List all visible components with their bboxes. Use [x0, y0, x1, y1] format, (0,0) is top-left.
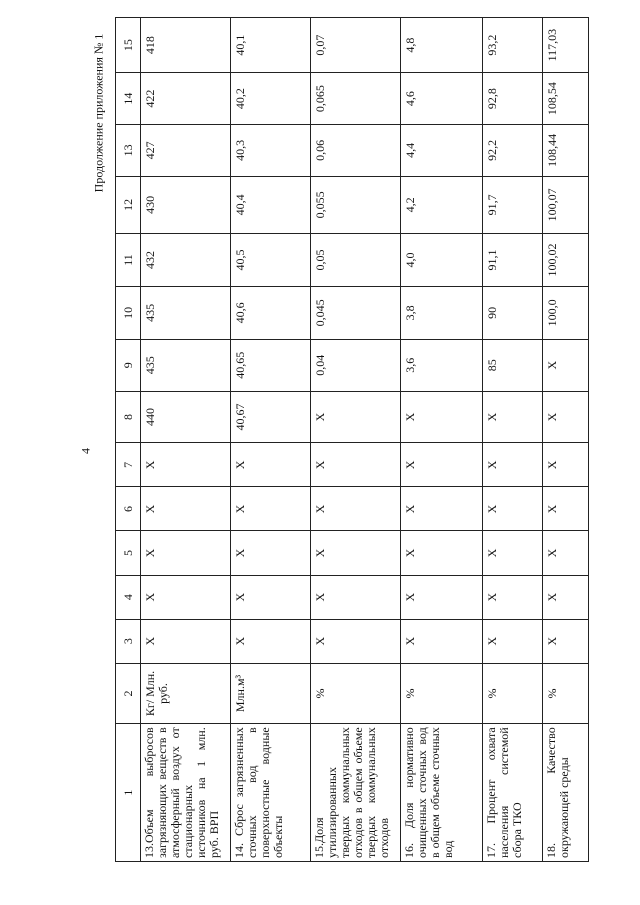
column-header: 4	[116, 575, 141, 619]
value-cell: X	[231, 487, 311, 531]
value-cell: 100,0	[543, 286, 589, 339]
value-cell: 4,4	[401, 125, 483, 177]
value-cell: 0,065	[311, 73, 401, 125]
column-header: 12	[116, 176, 141, 233]
value-cell: 418	[141, 18, 231, 73]
value-cell: 40,67	[231, 391, 311, 443]
continuation-title: Продолжение приложения № 1	[91, 33, 106, 193]
value-cell: 422	[141, 73, 231, 125]
indicator-cell: 15.Доля утилизированных твердых коммунальных отходов в общем объеме твердых коммунальных отходов	[311, 724, 401, 862]
value-cell: X	[543, 575, 589, 619]
column-header: 6	[116, 487, 141, 531]
header-row	[116, 18, 141, 862]
value-cell: 4,2	[401, 176, 483, 233]
column-header: 13	[116, 125, 141, 177]
value-cell: X	[231, 575, 311, 619]
indicator-cell: 13.Объем выбросов загрязняющих веществ в атмосферный воздух от стационарных источников на 1 млн. руб. ВРП	[141, 724, 231, 862]
value-cell: X	[401, 619, 483, 663]
value-cell: 108,54	[543, 73, 589, 125]
column-header: 14	[116, 73, 141, 125]
value-cell: X	[141, 443, 231, 487]
value-cell: 3,6	[401, 339, 483, 391]
value-cell: 440	[141, 391, 231, 443]
indicators-table	[115, 17, 589, 862]
value-cell: 90	[483, 286, 543, 339]
value-cell: 40,65	[231, 339, 311, 391]
value-cell: X	[231, 443, 311, 487]
value-cell: X	[543, 339, 589, 391]
value-cell: X	[483, 619, 543, 663]
value-cell: 40,2	[231, 73, 311, 125]
column-header: 1	[116, 724, 141, 862]
value-cell: X	[311, 575, 401, 619]
table-row	[311, 18, 401, 862]
unit-cell: Кг/ Млн. руб.	[141, 663, 231, 724]
value-cell: X	[311, 619, 401, 663]
value-cell: 40,1	[231, 18, 311, 73]
value-cell: 40,4	[231, 176, 311, 233]
value-cell: X	[141, 531, 231, 575]
column-header: 5	[116, 531, 141, 575]
value-cell: X	[401, 531, 483, 575]
unit-cell: Млн.м³	[231, 663, 311, 724]
value-cell: 0,06	[311, 125, 401, 177]
value-cell: 93,2	[483, 18, 543, 73]
value-cell: X	[311, 487, 401, 531]
value-cell: 40,3	[231, 125, 311, 177]
value-cell: 100,07	[543, 176, 589, 233]
value-cell: X	[141, 619, 231, 663]
unit-cell: %	[401, 663, 483, 724]
value-cell: 91,1	[483, 234, 543, 287]
value-cell: X	[543, 391, 589, 443]
value-cell: X	[401, 487, 483, 531]
value-cell: X	[401, 391, 483, 443]
value-cell: 0,04	[311, 339, 401, 391]
table-row	[231, 18, 311, 862]
value-cell: X	[483, 531, 543, 575]
value-cell: 40,6	[231, 286, 311, 339]
value-cell: 92,8	[483, 73, 543, 125]
value-cell: 0,07	[311, 18, 401, 73]
table-row	[401, 18, 483, 862]
column-header: 9	[116, 339, 141, 391]
page-number: 4	[78, 448, 93, 454]
indicator-cell: 16. Доля нормативно очищенных сточных вод в общем объеме сточных вод	[401, 724, 483, 862]
value-cell: X	[543, 487, 589, 531]
value-cell: X	[543, 443, 589, 487]
value-cell: X	[483, 391, 543, 443]
value-cell: 4,0	[401, 234, 483, 287]
column-header: 15	[116, 18, 141, 73]
unit-cell: %	[311, 663, 401, 724]
value-cell: X	[483, 443, 543, 487]
value-cell: 0,05	[311, 234, 401, 287]
value-cell: X	[231, 619, 311, 663]
value-cell: 117,03	[543, 18, 589, 73]
table-row	[141, 18, 231, 862]
value-cell: X	[311, 443, 401, 487]
value-cell: 85	[483, 339, 543, 391]
value-cell: 100,02	[543, 234, 589, 287]
value-cell: 108,44	[543, 125, 589, 177]
table-row	[483, 18, 543, 862]
value-cell: 3,8	[401, 286, 483, 339]
column-header: 2	[116, 663, 141, 724]
value-cell: 430	[141, 176, 231, 233]
rotated-table-area	[115, 17, 585, 862]
value-cell: X	[401, 575, 483, 619]
indicator-cell: 18. Качество окружающей среды	[543, 724, 589, 862]
value-cell: X	[543, 619, 589, 663]
value-cell: 4,8	[401, 18, 483, 73]
indicator-cell: 14. Сброс загрязненных сточных вод в поверхностные водные объекты	[231, 724, 311, 862]
value-cell: X	[141, 487, 231, 531]
column-header: 10	[116, 286, 141, 339]
value-cell: 0,055	[311, 176, 401, 233]
indicator-cell: 17. Процент охвата населения системой сбора ТКО	[483, 724, 543, 862]
value-cell: X	[141, 575, 231, 619]
value-cell: X	[311, 391, 401, 443]
value-cell: X	[483, 487, 543, 531]
value-cell: 435	[141, 339, 231, 391]
value-cell: X	[231, 531, 311, 575]
value-cell: X	[311, 531, 401, 575]
value-cell: 91,7	[483, 176, 543, 233]
value-cell: 92,2	[483, 125, 543, 177]
column-header: 11	[116, 234, 141, 287]
column-header: 8	[116, 391, 141, 443]
column-header: 3	[116, 619, 141, 663]
value-cell: 435	[141, 286, 231, 339]
column-header: 7	[116, 443, 141, 487]
value-cell: X	[483, 575, 543, 619]
table-row	[543, 18, 589, 862]
unit-cell: %	[543, 663, 589, 724]
unit-cell: %	[483, 663, 543, 724]
value-cell: 432	[141, 234, 231, 287]
value-cell: 40,5	[231, 234, 311, 287]
value-cell: 427	[141, 125, 231, 177]
value-cell: X	[543, 531, 589, 575]
value-cell: 0,045	[311, 286, 401, 339]
value-cell: 4,6	[401, 73, 483, 125]
value-cell: X	[401, 443, 483, 487]
